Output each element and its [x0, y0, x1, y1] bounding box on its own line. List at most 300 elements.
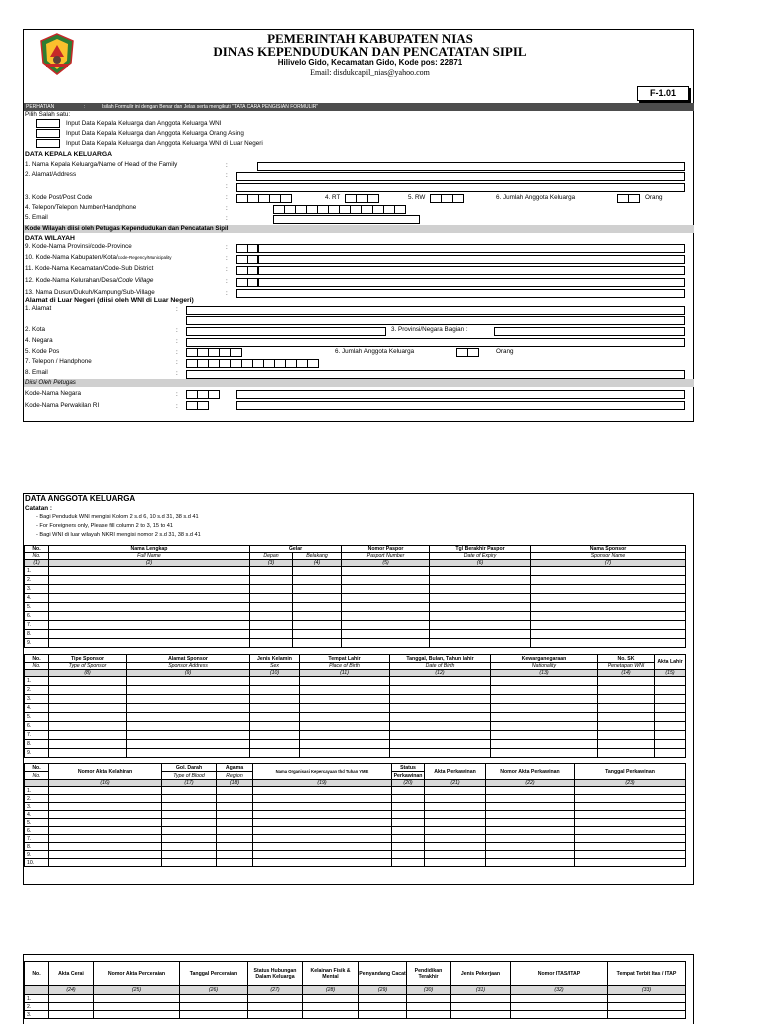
table-cell[interactable]	[217, 803, 253, 811]
table-cell[interactable]	[390, 731, 491, 740]
table-cell[interactable]	[425, 787, 486, 795]
table-cell[interactable]	[250, 731, 300, 740]
kk-postcode-input[interactable]	[236, 194, 291, 203]
table-cell[interactable]	[531, 639, 686, 648]
table-cell[interactable]	[162, 787, 217, 795]
t2-body	[25, 677, 686, 758]
table-cell[interactable]	[300, 686, 390, 695]
wilayah-dusun-input[interactable]	[236, 289, 685, 298]
table-cell[interactable]	[531, 621, 686, 630]
ln-email-input[interactable]	[186, 370, 685, 379]
table-cell[interactable]	[180, 1003, 248, 1011]
option-ln-checkbox[interactable]	[36, 139, 60, 148]
table-cell[interactable]	[342, 621, 430, 630]
table-cell[interactable]	[598, 686, 655, 695]
table-row	[25, 576, 686, 585]
table-cell[interactable]	[575, 811, 686, 819]
table-cell[interactable]	[598, 722, 655, 731]
table-cell[interactable]	[293, 585, 342, 594]
table-cell[interactable]	[451, 1003, 511, 1011]
table-cell[interactable]	[575, 795, 686, 803]
table-cell[interactable]	[491, 713, 598, 722]
table-cell[interactable]	[486, 803, 575, 811]
table-cell[interactable]	[300, 704, 390, 713]
wilayah-kel-code[interactable]	[236, 278, 258, 287]
table-cell[interactable]	[253, 803, 392, 811]
table-cell[interactable]	[342, 576, 430, 585]
table-cell[interactable]	[300, 722, 390, 731]
table-cell[interactable]	[655, 731, 686, 740]
table-cell[interactable]	[49, 731, 127, 740]
table-cell[interactable]	[250, 630, 293, 639]
table-cell[interactable]	[491, 677, 598, 686]
table-row	[25, 630, 686, 639]
table-cell[interactable]	[451, 995, 511, 1003]
kk-name-input[interactable]	[257, 162, 685, 171]
table-cell[interactable]	[392, 787, 425, 795]
table-cell[interactable]	[49, 576, 250, 585]
table-cell[interactable]	[425, 811, 486, 819]
table-cell[interactable]	[575, 859, 686, 867]
table-cell[interactable]	[342, 567, 430, 576]
table-cell[interactable]	[430, 576, 531, 585]
table-cell[interactable]	[250, 695, 300, 704]
wilayah-kel-name[interactable]	[257, 278, 685, 287]
table-cell[interactable]	[425, 851, 486, 859]
row-number: 2.	[25, 795, 49, 803]
table-cell[interactable]	[425, 843, 486, 851]
table-cell[interactable]	[392, 795, 425, 803]
table-cell[interactable]	[511, 995, 608, 1003]
table-cell[interactable]	[430, 630, 531, 639]
table-cell[interactable]	[253, 795, 392, 803]
kk-jumlah-input[interactable]	[617, 194, 639, 203]
table-cell[interactable]	[511, 1003, 608, 1011]
catatan-label: Catatan :	[25, 505, 52, 512]
table-cell[interactable]	[253, 835, 392, 843]
table-cell[interactable]	[531, 630, 686, 639]
table-cell[interactable]	[425, 819, 486, 827]
t2-h2: Type of Sponsor	[49, 663, 127, 670]
table-cell[interactable]	[486, 795, 575, 803]
table-cell[interactable]	[300, 740, 390, 749]
table-cell[interactable]	[390, 704, 491, 713]
table-cell[interactable]	[359, 1011, 407, 1019]
table-cell[interactable]	[655, 695, 686, 704]
table-cell[interactable]	[49, 603, 250, 612]
table-cell[interactable]	[49, 740, 127, 749]
table-cell[interactable]	[655, 749, 686, 758]
table-cell[interactable]	[253, 851, 392, 859]
table-cell[interactable]	[49, 819, 162, 827]
table-cell[interactable]	[127, 713, 250, 722]
table-cell[interactable]	[49, 851, 162, 859]
table-cell[interactable]	[250, 713, 300, 722]
table-cell[interactable]	[94, 995, 180, 1003]
table-cell[interactable]	[342, 594, 430, 603]
table-cell[interactable]	[300, 731, 390, 740]
table-cell[interactable]	[575, 843, 686, 851]
table-cell[interactable]	[180, 995, 248, 1003]
table-cell[interactable]	[250, 576, 293, 585]
table-cell[interactable]	[217, 859, 253, 867]
table-cell[interactable]	[49, 843, 162, 851]
table-cell[interactable]	[49, 713, 127, 722]
table-cell[interactable]	[49, 612, 250, 621]
table-cell[interactable]	[491, 740, 598, 749]
table-cell[interactable]	[248, 1011, 303, 1019]
table-cell[interactable]	[486, 787, 575, 795]
t2-h-jk: Jenis Kelamin	[250, 655, 300, 663]
table-row	[25, 594, 686, 603]
t2-h-tgl: Tanggal, Bulan, Tahun lahir	[390, 655, 491, 663]
table-cell[interactable]	[49, 1003, 94, 1011]
table-cell[interactable]	[486, 851, 575, 859]
table-cell[interactable]	[390, 740, 491, 749]
petugas-perwakilan-code[interactable]	[186, 401, 208, 410]
ln-city-input[interactable]	[186, 327, 386, 336]
table-cell[interactable]	[575, 787, 686, 795]
table-cell[interactable]	[248, 995, 303, 1003]
ln-phone-input[interactable]	[186, 359, 318, 368]
table-cell[interactable]	[250, 677, 300, 686]
table-cell[interactable]	[359, 1003, 407, 1011]
table-cell[interactable]	[598, 740, 655, 749]
table-cell[interactable]	[162, 803, 217, 811]
table-cell[interactable]	[253, 843, 392, 851]
wilayah-kab-code[interactable]	[236, 255, 258, 264]
table-cell[interactable]	[248, 1003, 303, 1011]
table-cell[interactable]	[342, 612, 430, 621]
table-cell[interactable]	[486, 827, 575, 835]
table-cell[interactable]	[94, 1003, 180, 1011]
t3-h-status: Status	[392, 764, 425, 772]
row-number: 1.	[25, 677, 49, 686]
table-cell[interactable]	[392, 851, 425, 859]
table-cell[interactable]	[303, 995, 359, 1003]
table-cell[interactable]	[390, 713, 491, 722]
table-cell[interactable]	[390, 722, 491, 731]
ln-address-input-1[interactable]	[186, 306, 685, 315]
table-cell[interactable]	[49, 803, 162, 811]
table-cell[interactable]	[293, 630, 342, 639]
table-cell[interactable]	[598, 704, 655, 713]
ln-address-input-2[interactable]	[186, 316, 685, 325]
t1-h2-fullname: Full Name	[49, 553, 250, 560]
table-cell[interactable]	[293, 621, 342, 630]
table-cell[interactable]	[217, 827, 253, 835]
table-cell[interactable]	[430, 621, 531, 630]
table-cell[interactable]	[217, 843, 253, 851]
table-cell[interactable]	[392, 835, 425, 843]
table-cell[interactable]	[49, 639, 250, 648]
wilayah-kec-code[interactable]	[236, 266, 258, 275]
table-cell[interactable]	[342, 603, 430, 612]
table-cell[interactable]	[293, 567, 342, 576]
table-cell[interactable]	[655, 722, 686, 731]
table-cell[interactable]	[293, 639, 342, 648]
table-cell[interactable]	[127, 731, 250, 740]
table-cell[interactable]	[300, 749, 390, 758]
table-cell[interactable]	[430, 594, 531, 603]
table-cell[interactable]	[531, 603, 686, 612]
table-cell[interactable]	[359, 995, 407, 1003]
ln-jumlah-input[interactable]	[456, 348, 478, 357]
table-cell[interactable]	[486, 819, 575, 827]
table-cell[interactable]	[49, 859, 162, 867]
kk-rw-input[interactable]	[430, 194, 463, 203]
table-cell[interactable]	[486, 843, 575, 851]
table-cell[interactable]	[390, 695, 491, 704]
note-1: - Bagi Penduduk WNI mengisi Kolom 2 s.d 6, 10 s.d 31, 38 s.d 41	[36, 514, 199, 520]
table-cell[interactable]	[250, 585, 293, 594]
table-cell[interactable]	[392, 811, 425, 819]
option-wni-checkbox[interactable]	[36, 119, 60, 128]
wilayah-prov-name[interactable]	[257, 244, 685, 253]
t1-h3: (5)	[342, 560, 430, 567]
table-cell[interactable]	[392, 859, 425, 867]
table-cell[interactable]	[217, 835, 253, 843]
kk-address-input-2[interactable]	[236, 183, 685, 192]
table-cell[interactable]	[300, 677, 390, 686]
table-cell[interactable]	[511, 1011, 608, 1019]
kk-address-input-1[interactable]	[236, 172, 685, 181]
table-cell[interactable]	[425, 795, 486, 803]
table-cell[interactable]	[162, 851, 217, 859]
table-cell[interactable]	[531, 567, 686, 576]
table-cell[interactable]	[486, 835, 575, 843]
table-cell[interactable]	[491, 722, 598, 731]
table-cell[interactable]	[575, 851, 686, 859]
table-cell[interactable]	[49, 795, 162, 803]
table-cell[interactable]	[342, 585, 430, 594]
table-cell[interactable]	[392, 827, 425, 835]
table-cell[interactable]	[49, 827, 162, 835]
table-cell[interactable]	[342, 630, 430, 639]
table-cell[interactable]	[250, 686, 300, 695]
table-row	[25, 851, 686, 859]
table-cell[interactable]	[162, 827, 217, 835]
table-cell[interactable]	[300, 713, 390, 722]
t3-h3: (18)	[217, 780, 253, 787]
table-cell[interactable]	[575, 803, 686, 811]
ln-colon: :	[176, 359, 178, 366]
table-cell[interactable]	[407, 995, 451, 1003]
table-cell[interactable]	[49, 811, 162, 819]
table-cell[interactable]	[491, 731, 598, 740]
t4-h3: (24)	[49, 986, 94, 995]
kk-rt-input[interactable]	[345, 194, 378, 203]
t3-h3: (16)	[49, 780, 162, 787]
table-cell[interactable]	[250, 567, 293, 576]
table-cell[interactable]	[49, 630, 250, 639]
table-cell[interactable]	[49, 695, 127, 704]
table-cell[interactable]	[293, 594, 342, 603]
table-cell[interactable]	[598, 713, 655, 722]
table-cell[interactable]	[430, 612, 531, 621]
table-cell[interactable]	[250, 621, 293, 630]
table-cell[interactable]	[127, 749, 250, 758]
wilayah-prov-code[interactable]	[236, 244, 258, 253]
table-cell[interactable]	[430, 567, 531, 576]
table-cell[interactable]	[250, 749, 300, 758]
table-cell[interactable]	[250, 704, 300, 713]
table-cell[interactable]	[303, 1011, 359, 1019]
table-cell[interactable]	[598, 731, 655, 740]
table-cell[interactable]	[486, 811, 575, 819]
table-members-4	[24, 961, 686, 1019]
table-cell[interactable]	[217, 811, 253, 819]
option-asing-checkbox[interactable]	[36, 129, 60, 138]
table-cell[interactable]	[253, 827, 392, 835]
table-cell[interactable]	[49, 621, 250, 630]
table-cell[interactable]	[608, 995, 686, 1003]
wilayah-kab-name[interactable]	[257, 255, 685, 264]
table-cell[interactable]	[162, 819, 217, 827]
table-cell[interactable]	[250, 639, 293, 648]
table-cell[interactable]	[655, 704, 686, 713]
petugas-negara-code[interactable]	[186, 390, 219, 399]
table-cell[interactable]	[598, 749, 655, 758]
table-cell[interactable]	[430, 603, 531, 612]
table-cell[interactable]	[407, 1011, 451, 1019]
petugas-colon: :	[176, 403, 178, 410]
table-cell[interactable]	[94, 1011, 180, 1019]
table-cell[interactable]	[531, 594, 686, 603]
table-row	[25, 612, 686, 621]
table-cell[interactable]	[49, 749, 127, 758]
table-cell[interactable]	[575, 827, 686, 835]
row-number: 9.	[25, 639, 49, 648]
table-cell[interactable]	[608, 1003, 686, 1011]
table-cell[interactable]	[217, 819, 253, 827]
table-cell[interactable]	[49, 686, 127, 695]
table-cell[interactable]	[390, 677, 491, 686]
table-cell[interactable]	[491, 749, 598, 758]
table-cell[interactable]	[162, 835, 217, 843]
table-cell[interactable]	[293, 576, 342, 585]
petugas-perwakilan-name[interactable]	[236, 401, 685, 410]
table-cell[interactable]	[531, 585, 686, 594]
table-cell[interactable]	[49, 787, 162, 795]
table-cell[interactable]	[425, 827, 486, 835]
table-cell[interactable]	[486, 859, 575, 867]
table-cell[interactable]	[217, 851, 253, 859]
table-cell[interactable]	[655, 740, 686, 749]
table-cell[interactable]	[49, 835, 162, 843]
petugas-negara-name[interactable]	[236, 390, 685, 399]
table-cell[interactable]	[575, 835, 686, 843]
row-number: 5.	[25, 603, 49, 612]
t4-body	[25, 995, 686, 1019]
table-cell[interactable]	[250, 603, 293, 612]
table-cell[interactable]	[250, 594, 293, 603]
table-cell[interactable]	[531, 576, 686, 585]
table-cell[interactable]	[127, 740, 250, 749]
table-cell[interactable]	[250, 612, 293, 621]
table-cell[interactable]	[253, 859, 392, 867]
table-cell[interactable]	[425, 803, 486, 811]
table-cell[interactable]	[608, 1011, 686, 1019]
table-cell[interactable]	[303, 1003, 359, 1011]
table-cell[interactable]	[253, 787, 392, 795]
ln-country-input[interactable]	[186, 338, 685, 347]
table-cell[interactable]	[300, 695, 390, 704]
table-cell[interactable]	[180, 1011, 248, 1019]
table-cell[interactable]	[49, 722, 127, 731]
table-cell[interactable]	[655, 686, 686, 695]
kk-orang-label: Orang	[645, 194, 663, 201]
table-cell[interactable]	[491, 695, 598, 704]
table-cell[interactable]	[49, 995, 94, 1003]
table-cell[interactable]	[598, 677, 655, 686]
table-cell[interactable]	[342, 639, 430, 648]
table-cell[interactable]	[162, 859, 217, 867]
table-cell[interactable]	[575, 819, 686, 827]
row-number: 3.	[25, 585, 49, 594]
table-cell[interactable]	[49, 567, 250, 576]
table-cell[interactable]	[392, 803, 425, 811]
table-cell[interactable]	[425, 835, 486, 843]
table-cell[interactable]	[655, 677, 686, 686]
table-cell[interactable]	[162, 843, 217, 851]
table-row	[25, 713, 686, 722]
table-cell[interactable]	[390, 686, 491, 695]
table-cell[interactable]	[491, 686, 598, 695]
table-cell[interactable]	[49, 585, 250, 594]
table-cell[interactable]	[49, 704, 127, 713]
table-cell[interactable]	[425, 859, 486, 867]
table-cell[interactable]	[217, 795, 253, 803]
table-cell[interactable]	[127, 686, 250, 695]
table-cell[interactable]	[451, 1011, 511, 1019]
table-cell[interactable]	[127, 695, 250, 704]
table-cell[interactable]	[127, 722, 250, 731]
table-cell[interactable]	[127, 677, 250, 686]
kk-email-input[interactable]	[273, 215, 420, 224]
ln-postcode-input[interactable]	[186, 348, 241, 357]
table-cell[interactable]	[253, 811, 392, 819]
table-cell[interactable]	[655, 713, 686, 722]
t4-h-no: No.	[25, 962, 49, 986]
table-cell[interactable]	[430, 585, 531, 594]
table-cell[interactable]	[253, 819, 392, 827]
table-cell[interactable]	[531, 612, 686, 621]
table-cell[interactable]	[217, 787, 253, 795]
wilayah-kec-name[interactable]	[257, 266, 685, 275]
table-cell[interactable]	[390, 749, 491, 758]
table-cell[interactable]	[430, 639, 531, 648]
table-cell[interactable]	[293, 603, 342, 612]
table-cell[interactable]	[392, 843, 425, 851]
table-cell[interactable]	[49, 594, 250, 603]
table-cell[interactable]	[407, 1003, 451, 1011]
table-cell[interactable]	[250, 722, 300, 731]
table-cell[interactable]	[392, 819, 425, 827]
table-cell[interactable]	[293, 612, 342, 621]
table-cell[interactable]	[49, 677, 127, 686]
table-cell[interactable]	[250, 740, 300, 749]
ln-prov-input[interactable]	[494, 327, 685, 336]
table-cell[interactable]	[598, 695, 655, 704]
table-cell[interactable]	[127, 704, 250, 713]
table-cell[interactable]	[162, 795, 217, 803]
kk-phone-input[interactable]	[273, 205, 405, 214]
table-cell[interactable]	[491, 704, 598, 713]
table-cell[interactable]	[162, 811, 217, 819]
table-cell[interactable]	[49, 1011, 94, 1019]
table-members-2	[24, 654, 686, 758]
